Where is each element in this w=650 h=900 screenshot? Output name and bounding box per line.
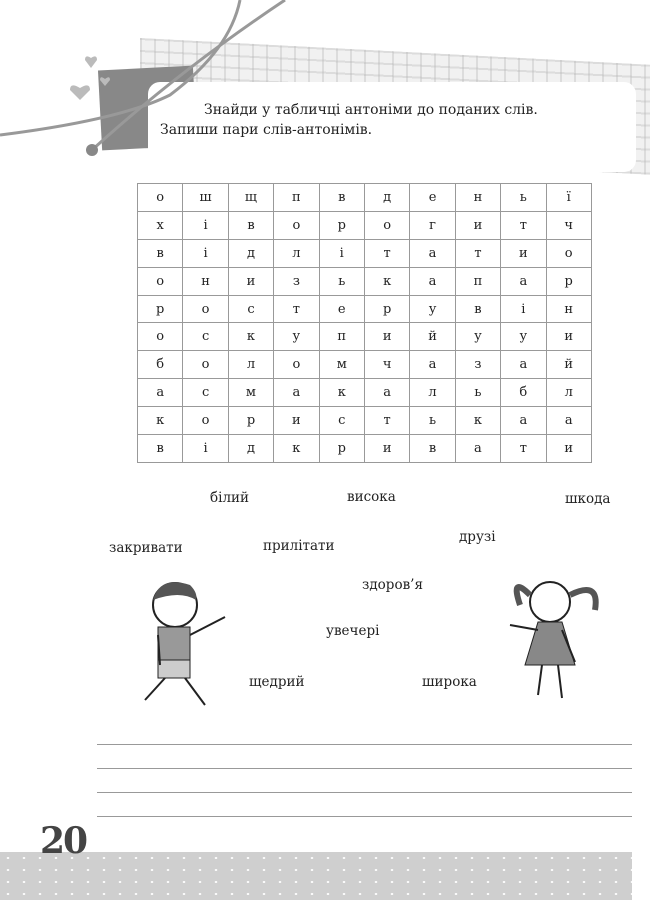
grid-cell[interactable]: р xyxy=(319,435,364,463)
grid-cell[interactable]: о xyxy=(138,267,183,295)
grid-cell[interactable]: т xyxy=(501,435,546,463)
grid-cell[interactable]: к xyxy=(364,267,409,295)
grid-cell[interactable]: і xyxy=(319,239,364,267)
grid-cell[interactable]: и xyxy=(228,267,273,295)
grid-cell[interactable]: в xyxy=(138,435,183,463)
grid-cell[interactable]: б xyxy=(501,379,546,407)
grid-cell[interactable]: р xyxy=(228,407,273,435)
string-decoration xyxy=(0,0,300,170)
grid-cell[interactable]: о xyxy=(364,211,409,239)
grid-cell[interactable]: о xyxy=(183,351,228,379)
grid-cell[interactable]: а xyxy=(274,379,319,407)
grid-cell[interactable]: у xyxy=(455,323,500,351)
grid-cell[interactable]: б xyxy=(138,351,183,379)
heart-icon xyxy=(70,56,110,100)
grid-cell[interactable]: а xyxy=(501,407,546,435)
grid-cell[interactable]: д xyxy=(228,435,273,463)
grid-cell[interactable]: о xyxy=(183,295,228,323)
grid-cell[interactable]: н xyxy=(455,184,500,212)
grid-cell[interactable]: д xyxy=(364,184,409,212)
grid-cell[interactable]: з xyxy=(274,267,319,295)
grid-cell[interactable]: а xyxy=(501,267,546,295)
grid-cell[interactable]: ь xyxy=(455,379,500,407)
grid-cell[interactable]: п xyxy=(319,323,364,351)
grid-cell[interactable]: к xyxy=(319,379,364,407)
grid-cell[interactable]: е xyxy=(319,295,364,323)
grid-cell[interactable]: л xyxy=(228,351,273,379)
answer-line[interactable] xyxy=(97,744,632,745)
grid-cell[interactable]: ї xyxy=(546,184,591,212)
word-item: білий xyxy=(210,490,250,506)
grid-cell[interactable]: н xyxy=(546,295,591,323)
grid-cell[interactable]: р xyxy=(138,295,183,323)
grid-cell[interactable]: а xyxy=(501,351,546,379)
grid-cell[interactable]: т xyxy=(274,295,319,323)
word-item: увечері xyxy=(326,623,380,639)
grid-cell[interactable]: с xyxy=(183,379,228,407)
grid-cell[interactable]: к xyxy=(228,323,273,351)
word-search-grid xyxy=(137,183,592,463)
grid-cell[interactable]: о xyxy=(546,239,591,267)
grid-row xyxy=(138,435,592,463)
grid-cell[interactable]: о xyxy=(274,351,319,379)
grid-cell[interactable]: и xyxy=(546,323,591,351)
grid-cell[interactable]: щ xyxy=(228,184,273,212)
footer-pattern-band xyxy=(0,852,632,900)
grid-cell[interactable]: у xyxy=(501,323,546,351)
page-number: 20 xyxy=(40,820,87,862)
girl-illustration xyxy=(500,570,610,705)
grid-row xyxy=(138,323,592,351)
grid-cell[interactable]: л xyxy=(546,379,591,407)
grid-cell[interactable]: о xyxy=(274,211,319,239)
grid-cell[interactable]: ш xyxy=(183,184,228,212)
grid-cell[interactable]: ь xyxy=(319,267,364,295)
word-item: закривати xyxy=(109,540,183,556)
grid-cell[interactable]: о xyxy=(183,407,228,435)
grid-cell[interactable]: и xyxy=(501,239,546,267)
grid-cell[interactable]: в xyxy=(455,295,500,323)
answer-line[interactable] xyxy=(97,768,632,769)
grid-cell[interactable]: т xyxy=(455,239,500,267)
grid-cell[interactable]: ч xyxy=(364,351,409,379)
grid-cell[interactable]: т xyxy=(364,239,409,267)
grid-row xyxy=(138,351,592,379)
grid-cell[interactable]: з xyxy=(455,351,500,379)
grid-cell[interactable]: с xyxy=(183,323,228,351)
grid-cell[interactable]: к xyxy=(138,407,183,435)
grid-cell[interactable]: в xyxy=(228,211,273,239)
grid-cell[interactable]: с xyxy=(228,295,273,323)
word-item: шкода xyxy=(565,491,611,507)
grid-cell[interactable]: и xyxy=(274,407,319,435)
grid-cell[interactable]: г xyxy=(410,211,455,239)
grid-cell[interactable]: а xyxy=(410,351,455,379)
grid-cell[interactable]: в xyxy=(319,184,364,212)
grid-row xyxy=(138,295,592,323)
grid-cell[interactable]: м xyxy=(319,351,364,379)
word-item: здоров’я xyxy=(362,577,423,593)
grid-cell[interactable]: о xyxy=(138,184,183,212)
grid-cell[interactable]: т xyxy=(501,211,546,239)
word-item: висока xyxy=(347,489,396,505)
grid-cell[interactable]: у xyxy=(274,323,319,351)
grid-cell[interactable]: т xyxy=(364,407,409,435)
grid-cell[interactable]: к xyxy=(274,435,319,463)
grid-cell[interactable]: і xyxy=(183,211,228,239)
grid-cell[interactable]: а xyxy=(138,379,183,407)
grid-cell[interactable]: с xyxy=(319,407,364,435)
grid-cell[interactable]: і xyxy=(501,295,546,323)
grid-cell[interactable]: к xyxy=(455,407,500,435)
grid-cell[interactable]: м xyxy=(228,379,273,407)
grid-cell[interactable]: л xyxy=(274,239,319,267)
boy-illustration xyxy=(130,575,240,710)
grid-cell[interactable]: и xyxy=(546,435,591,463)
grid-cell[interactable]: и xyxy=(364,323,409,351)
grid-cell[interactable]: й xyxy=(546,351,591,379)
grid-cell[interactable]: о xyxy=(138,323,183,351)
grid-cell[interactable]: а xyxy=(546,407,591,435)
grid-cell[interactable]: ь xyxy=(410,407,455,435)
grid-cell[interactable]: и xyxy=(455,211,500,239)
grid-cell[interactable]: а xyxy=(455,435,500,463)
grid-cell[interactable]: р xyxy=(546,267,591,295)
grid-cell[interactable]: п xyxy=(455,267,500,295)
grid-cell[interactable]: ч xyxy=(546,211,591,239)
grid-cell[interactable]: у xyxy=(410,295,455,323)
grid-cell[interactable]: в xyxy=(410,435,455,463)
answer-line[interactable] xyxy=(97,792,632,793)
grid-cell[interactable]: х xyxy=(138,211,183,239)
grid-cell[interactable]: п xyxy=(274,184,319,212)
answer-line[interactable] xyxy=(97,816,632,817)
grid-row xyxy=(138,184,592,212)
grid-cell[interactable]: а xyxy=(364,379,409,407)
grid-cell[interactable]: і xyxy=(183,239,228,267)
grid-cell[interactable]: й xyxy=(410,323,455,351)
word-item: широка xyxy=(422,674,477,690)
grid-cell[interactable]: и xyxy=(364,435,409,463)
grid-cell[interactable]: і xyxy=(183,435,228,463)
grid-row xyxy=(138,267,592,295)
word-item: прилітати xyxy=(263,538,335,554)
grid-row xyxy=(138,239,592,267)
word-item: друзі xyxy=(459,529,496,545)
grid-cell[interactable]: д xyxy=(228,239,273,267)
grid-cell[interactable]: а xyxy=(410,267,455,295)
grid-row xyxy=(138,379,592,407)
grid-cell[interactable]: в xyxy=(138,239,183,267)
grid-cell[interactable]: н xyxy=(183,267,228,295)
task-instruction: Знайди у табличці антоніми до поданих слів. Запиши пари слів-антонімів. xyxy=(160,102,538,138)
grid-cell[interactable]: р xyxy=(364,295,409,323)
grid-row xyxy=(138,407,592,435)
grid-cell[interactable]: е xyxy=(410,184,455,212)
grid-cell[interactable]: л xyxy=(410,379,455,407)
grid-cell[interactable]: ь xyxy=(501,184,546,212)
grid-cell[interactable]: а xyxy=(410,239,455,267)
grid-row xyxy=(138,211,592,239)
word-item: щедрий xyxy=(249,674,305,690)
grid-cell[interactable]: р xyxy=(319,211,364,239)
